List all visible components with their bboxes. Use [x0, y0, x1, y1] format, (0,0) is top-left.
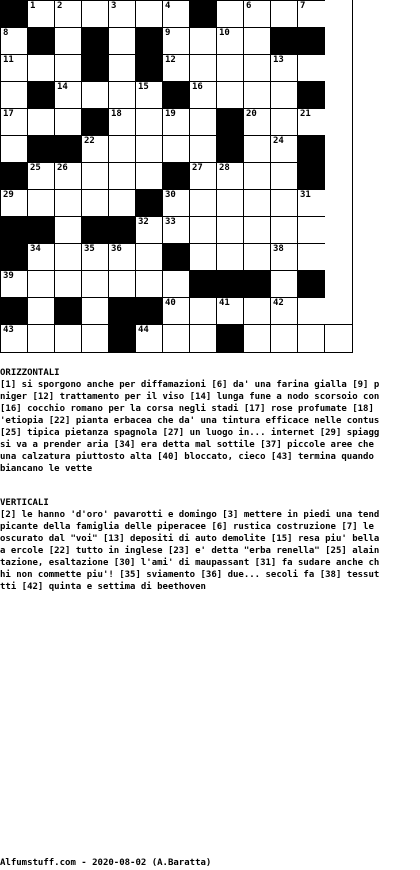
across-heading: ORIZZONTALI	[0, 368, 60, 378]
clue-number: 32	[138, 217, 149, 227]
grid-block	[216, 135, 244, 163]
grid-cell[interactable]	[135, 243, 163, 271]
clue-number: 24	[273, 136, 284, 146]
across-clue-line: [1] si sporgono anche per diffamazioni [6] da' una farina gialla [9] p	[0, 380, 380, 390]
footer-credit: Alfumstuff.com - 2020-08-02 (A.Baratta)	[0, 858, 212, 868]
grid-cell[interactable]	[243, 27, 271, 55]
grid-cell[interactable]	[108, 54, 136, 82]
grid-block	[27, 216, 55, 244]
grid-cell[interactable]	[81, 0, 109, 28]
grid-cell[interactable]	[216, 54, 244, 82]
clue-number: 20	[246, 109, 257, 119]
grid-block	[81, 216, 109, 244]
clue-number: 28	[219, 163, 230, 173]
grid-cell[interactable]	[189, 162, 217, 190]
clue-number: 4	[165, 1, 171, 11]
grid-cell[interactable]	[189, 27, 217, 55]
grid-cell[interactable]	[135, 0, 163, 28]
grid-cell[interactable]	[270, 189, 298, 217]
down-heading: VERTICALI	[0, 498, 49, 508]
clue-number: 43	[3, 325, 14, 335]
clue-number: 22	[84, 136, 95, 146]
grid-cell[interactable]	[297, 243, 325, 271]
grid-cell[interactable]	[54, 189, 82, 217]
grid-cell[interactable]	[243, 81, 271, 109]
across-clue-line: niger [12] trattamento per il viso [14] lunga fune a nodo scorsoio con	[0, 392, 380, 402]
grid-cell[interactable]	[162, 54, 190, 82]
clue-number: 38	[273, 244, 284, 254]
grid-block	[0, 297, 28, 325]
grid-block	[108, 324, 136, 352]
grid-cell[interactable]	[54, 0, 82, 28]
clue-number: 2	[57, 1, 63, 11]
grid-cell[interactable]	[216, 243, 244, 271]
down-clue-line: picante della famiglia delle piperacee [6] rustica costruzione [7] le	[0, 522, 380, 532]
grid-cell[interactable]	[108, 81, 136, 109]
grid-cell[interactable]	[270, 324, 298, 352]
clue-number: 13	[273, 55, 284, 65]
grid-cell[interactable]	[0, 189, 28, 217]
grid-cell[interactable]	[189, 54, 217, 82]
across-clues	[0, 367, 420, 475]
clue-number: 35	[84, 244, 95, 254]
grid-cell[interactable]	[27, 270, 55, 298]
grid-block	[0, 243, 28, 271]
clue-number: 18	[111, 109, 122, 119]
clue-number: 44	[138, 325, 149, 335]
grid-cell[interactable]	[162, 0, 190, 28]
grid-cell[interactable]	[270, 270, 298, 298]
down-clue-line: oscurato dal "voi" [13] depositi di auto demolite [15] resa piu' bella	[0, 534, 380, 544]
down-clue-line: [2] le hanno 'd'oro' pavarotti e domingo [3] mettere in piedi una tend	[0, 510, 380, 520]
grid-cell[interactable]	[162, 189, 190, 217]
grid-cell[interactable]	[243, 189, 271, 217]
grid-cell[interactable]	[108, 162, 136, 190]
grid-cell[interactable]	[27, 54, 55, 82]
grid-cell[interactable]	[81, 81, 109, 109]
grid-cell[interactable]	[189, 108, 217, 136]
grid-block	[189, 270, 217, 298]
clue-number: 3	[111, 1, 117, 11]
grid-cell[interactable]	[54, 81, 82, 109]
clue-number: 7	[300, 1, 306, 11]
grid-cell[interactable]	[54, 324, 82, 352]
grid-cell[interactable]	[81, 162, 109, 190]
clue-number: 10	[219, 28, 230, 38]
grid-cell[interactable]	[81, 297, 109, 325]
grid-block	[297, 81, 325, 109]
clue-number: 29	[3, 190, 14, 200]
clue-number: 40	[165, 298, 176, 308]
grid-block	[135, 189, 163, 217]
grid-block	[297, 135, 325, 163]
grid-cell[interactable]	[243, 162, 271, 190]
grid-cell[interactable]	[108, 135, 136, 163]
grid-cell[interactable]	[27, 108, 55, 136]
grid-cell[interactable]	[297, 189, 325, 217]
grid-cell[interactable]	[270, 54, 298, 82]
grid-block	[135, 27, 163, 55]
grid-cell[interactable]	[0, 54, 28, 82]
grid-cell[interactable]	[108, 0, 136, 28]
grid-cell[interactable]	[297, 324, 325, 352]
across-clue-line: 'etiopia [22] pianta erbacea che da' una tintura efficace nelle contus	[0, 416, 380, 426]
down-clue-line: hi non commette piu'! [35] sviamento [36] due... secoli fa [38] tessut	[0, 570, 380, 580]
grid-cell[interactable]	[243, 297, 271, 325]
grid-block	[54, 135, 82, 163]
grid-block	[297, 27, 325, 55]
grid-cell[interactable]	[108, 27, 136, 55]
grid-cell[interactable]	[135, 108, 163, 136]
grid-cell[interactable]	[189, 135, 217, 163]
clue-number: 1	[30, 1, 36, 11]
grid-cell[interactable]	[135, 324, 163, 352]
clue-number: 42	[273, 298, 284, 308]
grid-cell[interactable]	[297, 216, 325, 244]
down-clue-line: tti [42] quinta e settima di beethoven	[0, 582, 206, 592]
clue-number: 39	[3, 271, 14, 281]
crossword-grid	[0, 0, 353, 353]
grid-cell[interactable]	[54, 108, 82, 136]
grid-cell[interactable]	[27, 297, 55, 325]
grid-cell[interactable]	[243, 135, 271, 163]
grid-cell[interactable]	[81, 270, 109, 298]
grid-block	[135, 297, 163, 325]
grid-cell[interactable]	[324, 324, 352, 352]
grid-cell[interactable]	[54, 243, 82, 271]
down-clue-line: a ercole [22] tutto in inglese [23] e' detta "erba renella" [25] alain	[0, 546, 380, 556]
clue-number: 33	[165, 217, 176, 227]
clue-number: 14	[57, 82, 68, 92]
grid-cell[interactable]	[135, 135, 163, 163]
clue-number: 8	[3, 28, 9, 38]
grid-block	[81, 27, 109, 55]
clue-number: 15	[138, 82, 149, 92]
grid-block	[189, 0, 217, 28]
grid-block	[135, 54, 163, 82]
grid-cell[interactable]	[270, 162, 298, 190]
grid-block	[0, 162, 28, 190]
clue-number: 36	[111, 244, 122, 254]
grid-cell[interactable]	[270, 243, 298, 271]
grid-block	[0, 0, 28, 28]
across-clue-line: [16] cocchio romano per la corsa negli stadi [17] rose profumate [18]	[0, 404, 380, 414]
grid-cell[interactable]	[27, 324, 55, 352]
grid-cell[interactable]	[81, 189, 109, 217]
grid-block	[270, 27, 298, 55]
grid-cell[interactable]	[243, 108, 271, 136]
grid-cell[interactable]	[54, 270, 82, 298]
grid-cell[interactable]	[270, 108, 298, 136]
grid-block	[108, 297, 136, 325]
grid-block	[162, 243, 190, 271]
grid-cell[interactable]	[189, 216, 217, 244]
grid-cell[interactable]	[216, 297, 244, 325]
down-clue-line: tazione, esaltazione [30] l'ami' di maupassant [31] fa sudare anche ch	[0, 558, 380, 568]
grid-block	[297, 270, 325, 298]
grid-cell[interactable]	[189, 189, 217, 217]
grid-cell[interactable]	[216, 81, 244, 109]
grid-cell[interactable]	[162, 297, 190, 325]
grid-cell[interactable]	[0, 108, 28, 136]
grid-cell[interactable]	[216, 189, 244, 217]
clue-number: 27	[192, 163, 203, 173]
grid-cell[interactable]	[81, 243, 109, 271]
grid-cell[interactable]	[162, 216, 190, 244]
grid-cell[interactable]	[81, 135, 109, 163]
grid-cell[interactable]	[108, 243, 136, 271]
grid-cell[interactable]	[27, 243, 55, 271]
clue-number: 16	[192, 82, 203, 92]
clue-number: 19	[165, 109, 176, 119]
grid-cell[interactable]	[297, 108, 325, 136]
grid-cell[interactable]	[27, 162, 55, 190]
grid-cell[interactable]	[297, 297, 325, 325]
grid-cell[interactable]	[81, 324, 109, 352]
grid-cell[interactable]	[189, 81, 217, 109]
grid-cell[interactable]	[108, 108, 136, 136]
grid-cell[interactable]	[27, 0, 55, 28]
clue-number: 25	[30, 163, 41, 173]
grid-block	[27, 27, 55, 55]
grid-block	[108, 216, 136, 244]
grid-cell[interactable]	[162, 324, 190, 352]
grid-cell[interactable]	[0, 27, 28, 55]
grid-cell[interactable]	[135, 270, 163, 298]
clue-number: 11	[3, 55, 14, 65]
grid-block	[216, 270, 244, 298]
grid-cell[interactable]	[54, 216, 82, 244]
grid-cell[interactable]	[270, 216, 298, 244]
grid-cell[interactable]	[270, 81, 298, 109]
grid-block	[81, 54, 109, 82]
grid-cell[interactable]	[297, 54, 325, 82]
grid-block	[216, 324, 244, 352]
clue-number: 12	[165, 55, 176, 65]
grid-cell[interactable]	[243, 0, 271, 28]
grid-cell[interactable]	[216, 0, 244, 28]
grid-block	[162, 81, 190, 109]
grid-cell[interactable]	[162, 135, 190, 163]
grid-block	[216, 108, 244, 136]
grid-cell[interactable]	[243, 54, 271, 82]
clue-number: 34	[30, 244, 41, 254]
grid-cell[interactable]	[216, 27, 244, 55]
grid-cell[interactable]	[54, 54, 82, 82]
grid-cell[interactable]	[270, 135, 298, 163]
across-clue-line: [25] tipica pietanza spagnola [27] un luogo in... internet [29] spiagg	[0, 428, 380, 438]
across-clue-line: si va a prender aria [34] era detta mal sottile [37] piccole aree che	[0, 440, 380, 450]
grid-cell[interactable]	[0, 270, 28, 298]
clue-number: 6	[246, 1, 252, 11]
down-clues	[0, 497, 420, 593]
grid-cell[interactable]	[216, 216, 244, 244]
grid-cell[interactable]	[243, 243, 271, 271]
grid-block	[27, 81, 55, 109]
clue-number: 41	[219, 298, 230, 308]
grid-cell[interactable]	[135, 81, 163, 109]
grid-cell[interactable]	[0, 81, 28, 109]
grid-block	[162, 162, 190, 190]
grid-cell[interactable]	[162, 108, 190, 136]
grid-cell[interactable]	[270, 0, 298, 28]
grid-cell[interactable]	[243, 216, 271, 244]
clue-number: 26	[57, 163, 68, 173]
clue-number: 9	[165, 28, 171, 38]
clue-number: 30	[165, 190, 176, 200]
grid-cell[interactable]	[162, 27, 190, 55]
grid-block	[27, 135, 55, 163]
grid-cell[interactable]	[270, 297, 298, 325]
across-clue-line: biancano le vette	[0, 464, 93, 474]
clue-number: 31	[300, 190, 311, 200]
grid-cell[interactable]	[54, 162, 82, 190]
grid-cell[interactable]	[297, 0, 325, 28]
across-clue-line: una calzatura piuttosto alta [40] bloccato, cieco [43] termina quando	[0, 452, 380, 462]
grid-cell[interactable]	[243, 324, 271, 352]
grid-block	[81, 108, 109, 136]
grid-cell[interactable]	[216, 162, 244, 190]
grid-block	[297, 162, 325, 190]
grid-cell[interactable]	[108, 189, 136, 217]
grid-cell[interactable]	[189, 324, 217, 352]
grid-cell[interactable]	[135, 216, 163, 244]
grid-cell[interactable]	[54, 27, 82, 55]
grid-block	[54, 297, 82, 325]
grid-cell[interactable]	[0, 324, 28, 352]
grid-block	[0, 216, 28, 244]
grid-cell[interactable]	[108, 270, 136, 298]
clue-number: 21	[300, 109, 311, 119]
grid-cell[interactable]	[189, 297, 217, 325]
grid-cell[interactable]	[162, 270, 190, 298]
grid-cell[interactable]	[27, 189, 55, 217]
clue-number: 17	[3, 109, 14, 119]
grid-block	[243, 270, 271, 298]
grid-cell[interactable]	[189, 243, 217, 271]
grid-cell[interactable]	[0, 135, 28, 163]
grid-cell[interactable]	[135, 162, 163, 190]
